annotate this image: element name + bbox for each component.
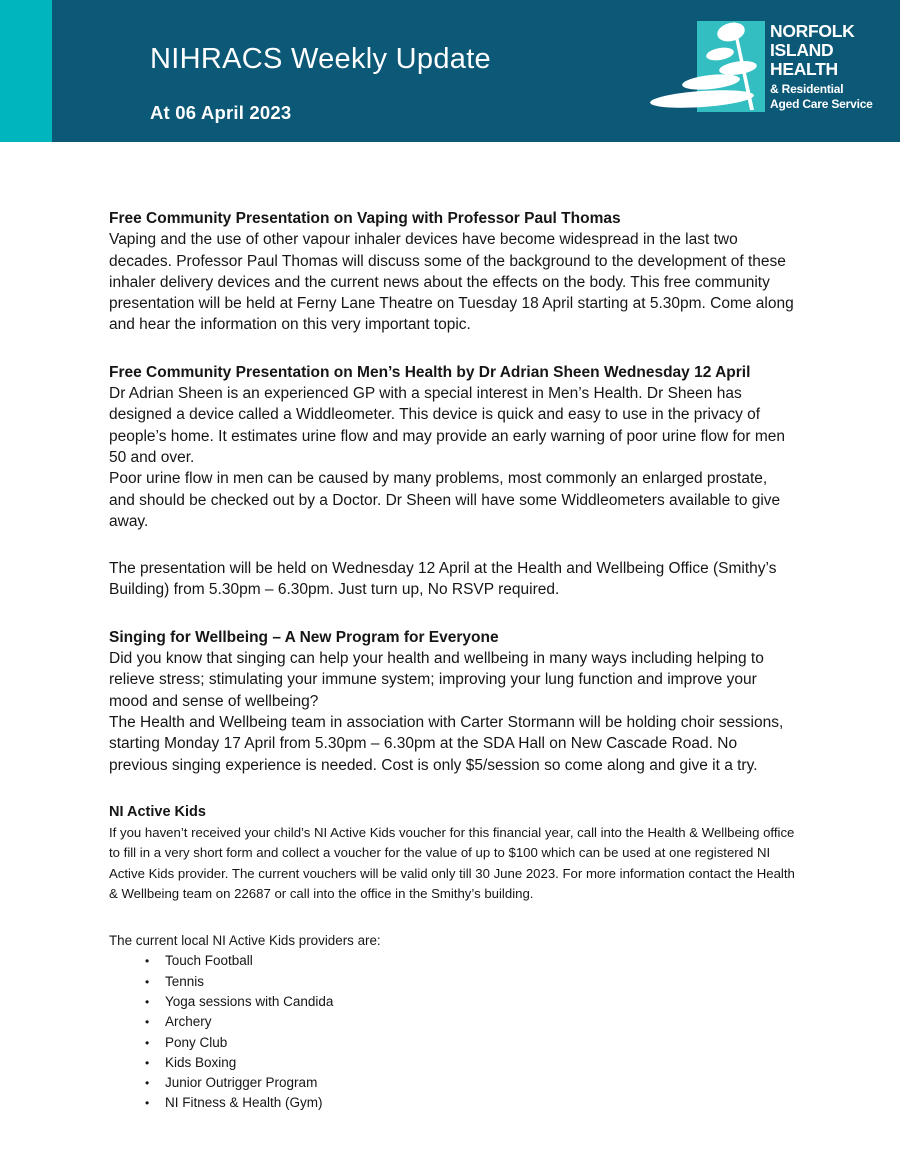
header-accent-stripe — [0, 0, 52, 142]
date-line: At 06 April 2023 — [150, 102, 292, 123]
org-tagline: & Residential — [770, 82, 844, 96]
list-item — [109, 992, 797, 1012]
section-paragraph: Did you know that singing can help your health and wellbeing in many ways including helping to relieve stress; stimulating your immune system; improving your lung function and improve your mood and sense of wellbeing? — [109, 650, 764, 710]
newsletter-body — [109, 208, 797, 1114]
list-item — [109, 1012, 797, 1032]
section-heading: NI Active Kids — [109, 803, 206, 820]
section-heading: Free Community Presentation on Vaping with Professor Paul Thomas — [109, 210, 621, 227]
section-paragraph: If you haven’t received your child’s NI Active Kids voucher for this financial year, call into the Health & Wellbeing office to fill in a very short form and collect a voucher for the value of up to $100 which can be used at one registered NI Active Kids provider. The current vouchers will be valid only till 30 June 2023. For more information contact the Health & Wellbeing team on 22687 or call into the office in the Smithy’s building. — [109, 824, 795, 902]
bullet-icon: • — [145, 994, 150, 1009]
list-item — [109, 1033, 797, 1053]
org-tagline: Aged Care Service — [770, 96, 873, 111]
list-item — [109, 1073, 797, 1093]
list-item-label: Kids Boxing — [165, 1054, 237, 1070]
norfolk-pine-icon — [642, 14, 768, 116]
org-logo — [640, 0, 900, 142]
section-heading: Free Community Presentation on Men’s Health by Dr Adrian Sheen Wednesday 12 April — [109, 363, 751, 381]
section-paragraph: The presentation will be held on Wednesday 12 April at the Health and Wellbeing Office (Smithy’s Building) from 5.30pm – 6.30pm. Just turn up, No RSVP required. — [109, 560, 777, 599]
list-item — [109, 1093, 797, 1113]
header-band — [0, 0, 900, 142]
section-mens-health-presentation — [109, 362, 797, 601]
list-item-label: Pony Club — [165, 1034, 228, 1050]
section-heading: Singing for Wellbeing – A New Program for Everyone — [109, 628, 499, 646]
org-name-line: HEALTH — [770, 59, 838, 79]
logo-text — [770, 22, 873, 111]
list-item-label: Tennis — [165, 973, 205, 989]
section-ni-active-kids — [109, 802, 797, 1114]
section-singing-for-wellbeing — [109, 627, 797, 776]
section-paragraph: Vaping and the use of other vapour inhaler devices have become widespread in the last two decades. Professor Paul Thomas will discuss some of the background to the development of these inhaler delivery devices and the current news about the effects on the body. This free community presentation will be held at Ferny Lane Theatre on Tuesday 18 April starting at 5.30pm. Come along and hear the information on this very important topic. — [109, 231, 794, 334]
bullet-icon: • — [145, 954, 150, 969]
org-name-line: ISLAND — [770, 40, 834, 60]
section-vaping-presentation — [109, 208, 797, 336]
bullet-icon: • — [145, 1055, 150, 1070]
list-item — [109, 1053, 797, 1073]
bullet-icon: • — [145, 974, 150, 989]
bullet-icon: • — [145, 1076, 150, 1091]
bullet-icon: • — [145, 1035, 150, 1050]
section-paragraph: Dr Adrian Sheen is an experienced GP with a special interest in Men’s Health. Dr Sheen has designed a device called a Widdleometer. This device is quick and easy to use in the privacy of people’s home. It estimates urine flow and may provide an early warning of poor urine flow for men 50 and over. — [109, 385, 786, 466]
list-item — [109, 951, 797, 971]
providers-list-intro: The current local NI Active Kids providers are: — [109, 932, 381, 948]
list-item — [109, 972, 797, 992]
list-item-label: Yoga sessions with Candida — [165, 993, 334, 1009]
bullet-icon: • — [145, 1015, 150, 1030]
bullet-icon: • — [145, 1096, 150, 1111]
list-item-label: Touch Football — [165, 953, 253, 969]
list-item-label: Archery — [165, 1014, 212, 1030]
providers-list — [109, 951, 797, 1113]
header-titles — [150, 42, 491, 124]
org-name-line: NORFOLK — [770, 21, 855, 41]
list-item-label: NI Fitness & Health (Gym) — [165, 1095, 323, 1111]
section-paragraph: The Health and Wellbeing team in association with Carter Stormann will be holding choir sessions, starting Monday 17 April from 5.30pm – 6.30pm at the SDA Hall on New Cascade Road. No previous singing experience is needed. Cost is only $5/session so come along and give it a try. — [109, 713, 784, 774]
section-paragraph: Poor urine flow in men can be caused by many problems, most commonly an enlarged prostate, and should be checked out by a Doctor. Dr Sheen will have some Widdleometers available to give away. — [109, 470, 781, 530]
page-title: NIHRACS Weekly Update — [150, 43, 491, 75]
list-item-label: Junior Outrigger Program — [165, 1075, 318, 1091]
